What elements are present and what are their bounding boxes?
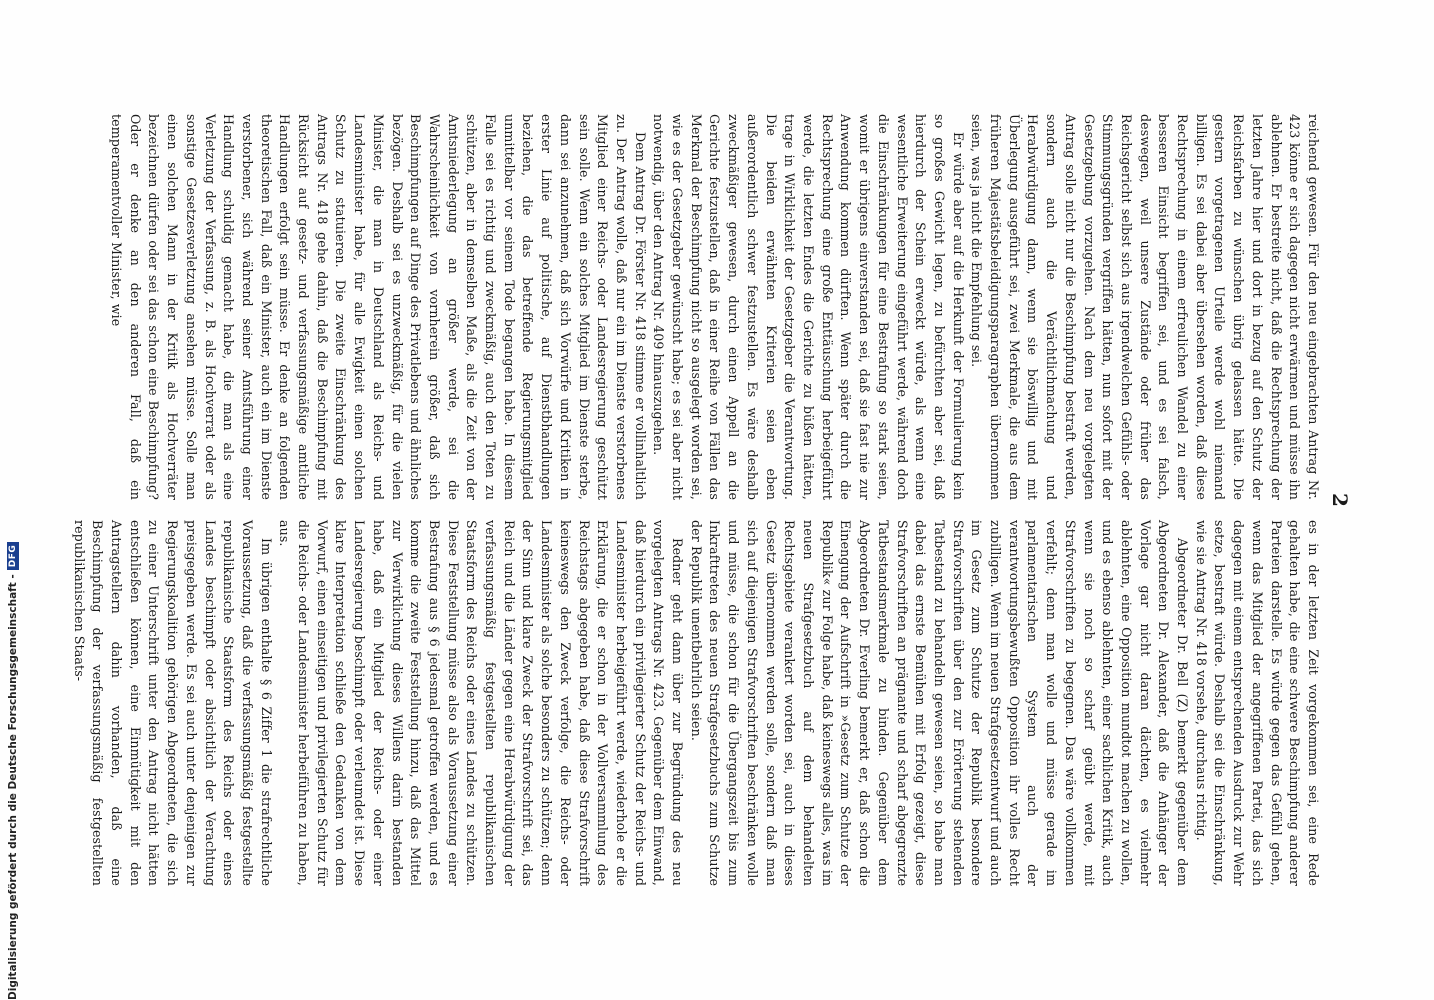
paragraph: Redner geht dann über zur Begründung des neu vorgelegten Antrags Nr. 423. Gegenüber dem Einwand, daß hierdurch ein privilegierter Schutz der Reichs- und Landesminister herbeigeführt werde, wiederhole er die Erklärung, die er schon in der Vollversammlung des Reichstags abgegeben habe, daß diese Strafvorschrift keineswegs den Zweck verfolge, die Reichs- oder Landesminister als solche besonders zu schützen; denn der Sinn und klare Zweck der Strafvorschrift sei, das Reich und die Länder gegen eine Herabwürdigung der verfassungsmäßig festgestellten republikanischen Staatsform des Reichs oder eines Landes zu schützen. Diese Feststellung müsse also als Voraussetzung einer Bestrafung aus § 6 jedesmal getroffen werden, und es komme die zweite Feststellung hinzu, daß das Mittel zur Verwirklichung dieses Willens darin bestanden habe, daß ein Mitglied der Reichs- oder einer Landesregierung beschimpft oder verleumdet ist. Diese klare Interpretation schließe den Gedanken von dem Vorwurf, einen einseitigen und privilegierten Schutz für die Reichs- oder Landesminister herbeiführen zu haben, aus. [277,520,686,886]
paragraph: reichend gewesen. Für den neu eingebrachten Antrag Nr. 423 könne er sich dagegen nicht erwärmen und müsse ihn ablehnen. Er bestreite nicht, daß die Rechtsprechung der letzten Jahre hier und dort in bezug auf den Schutz der Reichsfarben zu wünschen übrig gelassen hätte. Die gestern vorgetragenen Urteile werde wohl niemand billigen. Es sei dabei aber übersehen worden, daß diese Rechtsprechung in einem erfreulichen Wandel zu einer besseren Einsicht begriffen sei, und es sei falsch, deswegen, weil unsere Zustände oder früher das Reichsgericht selbst sich aus irgendwelchen Gefühls- oder Stimmungsgründen vergriffen hätten, nun sofort mit der Gesetzgebung vorzugehen. Nach dem neu vorgelegten Antrag solle nicht nur die Beschimpfung bestraft werden, sondern auch die Verächtlichmachung und Herabwürdigung dann, wenn sie böswillig und mit Überlegung ausgeführt sei, zwei Merkmale, die aus dem früheren Majestätsbeleidigungsparagraphen übernommen seien, was ja nicht die Empfehlung sei. [969,114,1321,500]
paragraph: Im übrigen enthalte § 6 Ziffer 1 die strafrechtliche Voraussetzung, daß die verfassungsmäßig festgestellte republikanische Staatsform des Reichs oder eines Landes beschimpft oder absichtlich der Verachtung preisgegeben werde. Es sei auch unter denjenigen zur Regierungskoalition gehörigen Abgeordneten, die sich zu einer Unterschrift unter den Antrag nicht hätten entschließen können, eine Einmütigkeit mit den Antragstellern dahin vorhanden, daß eine Beschimpfung der verfassungsmäßig festgestellten republikanischen Staats- [71,520,274,886]
dfg-logo-icon: DFG [7,542,19,571]
text-column-left [106,114,1322,500]
paragraph: Er würde aber auf die Herkunft der Formulierung kein so großes Gewicht legen, zu befürchten aber sei, daß hierdurch der Schein erweckt würde, als wenn eine wesentliche Erweiterung eingeführt werde, während doch die Einschränkungen für eine Bestrafung so stark seien, womit er übrigens einverstanden sei, daß sie fast nie zur Anwendung kommen dürften. Wenn später durch die Rechtsprechung eine große Enttäuschung herbeigeführt werde, die letzten Endes die Gerichte zu büßen hätten, trage in Wirklichkeit der Gesetzgeber die Verantwortung. Die beiden erwähnten Kriterien seien eben außerordentlich schwer festzustellen. Es wäre deshalb zweckmäßiger gewesen, durch einen Appell an die Gerichte festzustellen, daß in einer Reihe von Fällen das Merkmal der Beschimpfung nicht so ausgelegt worden sei, wie es der Gesetzgeber gewünscht habe; es sei aber nicht notwendig, über den Antrag Nr. 409 hinauszugehen. [651,114,966,500]
credit-text: Digitalisierung gefördert durch die Deutsche Forschungsgemeinschaft - [7,574,19,1000]
digitization-credit [2,544,24,1000]
paragraph: Dem Antrag Dr. Förster Nr. 418 stimme er vollinhaltlich zu. Der Antrag wolle, daß nur ein im Dienste verstorbenes Mitglied einer Reichs- oder Landesregierung geschützt sein solle. Wenn ein solches Mitglied im Dienste sterbe, dann sei anzunehmen, daß sich Vorwürfe und Kritiken in erster Linie auf politische, auf Dienstbhandlungen beziehen, die das betreffende Regierungsmitglied unmittelbar vor seinem Tode begangen habe. In diesem Falle sei es richtig und zweckmäßig, auch den Toten zu schützen, aber in demselben Maße, als die Zeit von der Amtsniederlegung an größer werde, sei die Wahrscheinlichkeit von vornherein größer, daß sich Beschimpfungen auf Dinge des Privatlebens und ähnliches bezögen. Deshalb sei es unzweckmäßig, für die vielen Minister, die man in Deutschland als Reichs- und Landesminister habe, für alle Ewigkeit einen solchen Schutz zu statuieren. Die zweite Einschränkung des Antrags Nr. 418 gehe dahin, daß die Beschimpfung mit Rücksicht auf gesetz- und verfassungsmäßige amtliche Handlungen erfolgt sein müsse. Er denke an folgenden theoretischen Fall, daß ein Minister, auch ein im Dienste verstorbener, sich während seiner Amtsführung einer Handlung schuldig gemacht habe, die man als eine Verletzung der Verfassung, z. B. als Hochverrat oder als sonstige Gesetzesverletzung ansehen müsse. Solle man einen solchen Mann in der Kritik als Hochverräter bezeichnen dürfen oder sei das schon eine Beschimpfung? Oder er denke an den anderen Fall, daß ein temperamentvoller Minister, wie [109,114,648,500]
paragraph: Abgeordneter Dr. Bell (Z) bemerkt gegenüber dem Abgeordneten Dr. Alexander, daß die Anhänger der Vorlage gar nicht daran dächten, es vielmehr ablehnten, eine Opposition mundtot machen zu wollen, und es ebenso ablehnten, einer sachlichen Kritik, auch wenn sie noch so scharf geübt werde, mit Strafvorschriften zu begegnen. Das wäre vollkommen verfehlt; denn man wolle und müsse gerade im parlamentarischen System auch der verantwortungsbewußten Opposition ihr volles Recht zubilligen. Wenn im neuen Strafgesetzentwurf und auch im Gesetz zum Schutze der Republik besondere Strafvorschriften über den zur Erörterung stehenden Tatbestand zu behandeln gewesen seien, so habe man dabei das ernste Bemühen mit Erfolg gezeigt, diese Strafvorschriften an prägnante und scharf abgegrenzte Tatbestandsmerkmale zu binden. Gegenüber dem Abgeordneten Dr. Everling bemerkt er, daß schon die Einengung der Aufschrift in »Gesetz zum Schutze der Republik« zur Folge habe, daß keineswegs alles, was im neuen Strafgesetzbuch auf dem behandelten Rechtsgebiete verankert worden sei, auch in dieses Gesetz übernommen werden solle, sondern daß man sich auf diejenigen Strafvorschriften beschränken wolle und müsse, die schon für die Übergangszeit bis zum Inkrafttreten des neuen Strafgesetzbuchs zum Schutze der Republik unentbehrlich seien. [688,520,1191,886]
paragraph: es in der letzten Zeit vorgekommen sei, eine Rede gehalten habe, die eine schwere Beschimpfung anderer Parteien darstelle. Es würde gegen das Gefühl gehen, wenn das Mitglied der angegriffenen Partei, das sich dagegen mit einem entsprechenden Ausdruck zur Wehr setze, bestraft würde. Deshalb sei die Einschränkung, wie sie Antrag Nr. 418 vorsehe, durchaus richtig. [1193,520,1321,886]
text-column-right [69,520,1322,886]
page-number: 2 [1328,493,1352,507]
